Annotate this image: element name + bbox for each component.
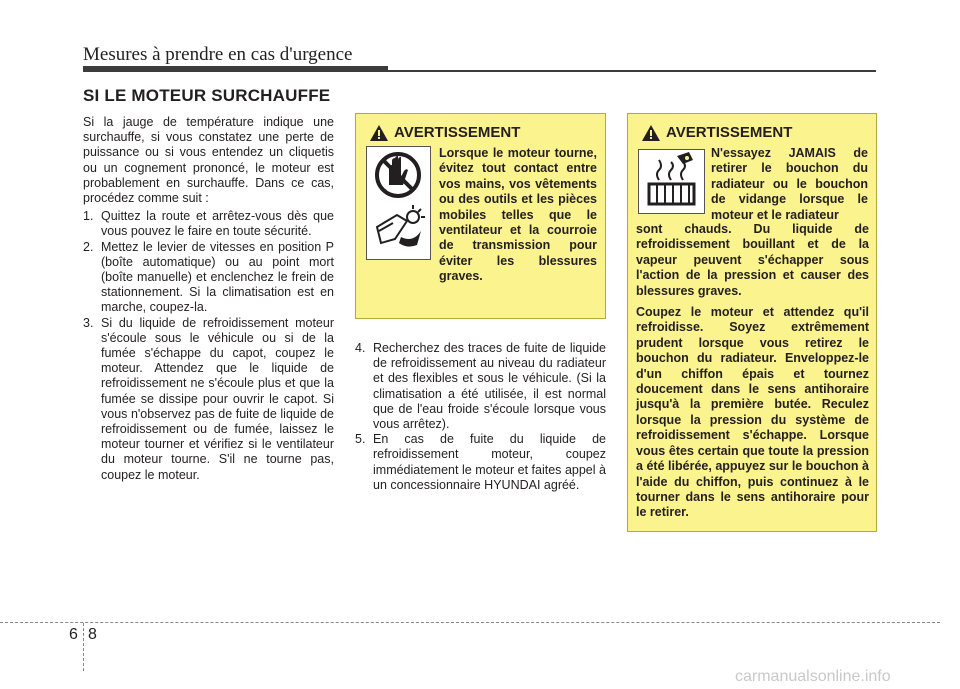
warning-title: AVERTISSEMENT [394,124,521,141]
step-number: 5. [355,432,366,447]
step-text: En cas de fuite du liquide de refroidissement moteur, coupez immédiatement le moteur et faites appel à un concessionnaire HYUNDAI agréé. [373,432,606,492]
warning-paragraph: Coupez le moteur et attendez qu'il refroidisse. Soyez extrêmement prudent lorsque vous retirez le bouchon du radiateur. Enveloppez-le d'un chiffon épais et tournez doucement dans le sens antihoraire jusqu'à la première butée. Reculez lorsque la pression du système de refroidissement s'échappe. Lorsque vous êtes certain que toute la pression a été libérée, appuyez sur le bouchon à l'aide du chiffon, puis continuez à le tourner dans le sens antihoraire pour le retirer. [636,305,869,520]
moving-parts-icon-panel [366,146,431,260]
intro-paragraph: Si la jauge de température indique une surchauffe, si vous constatez une perte de puissance ou si vous entendez un cliquetis ou un cognement prononcé, le moteur est probablement en surchauffe. Dans ce cas, procédez comme suit : [83,115,334,206]
steps-list-1 [83,209,334,483]
chapter-number: 6 [69,626,78,643]
column-middle [355,341,606,493]
step-number: 3. [83,315,94,330]
hot-radiator-icon [639,150,704,213]
header-bar [83,66,388,72]
list-item [83,240,334,316]
step-number: 2. [83,239,94,254]
fan-hand-icon [377,205,425,247]
warning-header [642,124,792,141]
page-header-title: Mesures à prendre en cas d'urgence [83,44,353,65]
list-item [355,341,606,432]
warning-text-body [636,222,869,527]
section-title: SI LE MOTEUR SURCHAUFFE [83,86,331,105]
step-text: Recherchez des traces de fuite de liquide de refroidissement au niveau du radiateur et des flexibles et sous le véhicule. (Si la climatisation a été utilisée, il est normal que de l'eau froide s'écoule lorsque vous vous arrêtez). [373,341,606,432]
steps-list-2 [355,341,606,493]
page-number: 8 [88,626,97,643]
list-item [355,432,606,493]
warning-title: AVERTISSEMENT [666,124,793,141]
warning-text-top: N'essayez JAMAIS de retirer le bouchon du radiateur ou le bouchon de vidange lorsque le moteur et le radiateur [711,146,868,222]
warning-text: Lorsque le moteur tourne, évitez tout contact entre vos mains, vos vêtements ou des outils et les pièces mobiles telles que le ventilateur et la courroie de transmission pour éviter les blessures graves. [439,146,597,284]
watermark-text: carmanualsonline.info [735,668,891,685]
warning-triangle-icon [642,125,660,141]
step-text: Si du liquide de refroidissement moteur s'écoule sous le véhicule ou si de la fumée s'échappe du capot, coupez le moteur. Attendez que le liquide de refroidissement ne s'écoule plus et que la fumée se dissipe pour ouvrir le capot. Si vous n'observez pas de fuite de liquide de refroidissement ou de fumée, laissez le moteur tourner et vérifiez si le ventilateur du moteur tourne. S'il ne tourne pas, coupez le moteur. [101,315,334,482]
list-item [83,316,334,483]
list-item [83,209,334,239]
warning-header [370,124,520,141]
warning-box-moving-parts [355,113,606,319]
warning-paragraph: sont chauds. Du liquide de refroidissement bouillant et de la vapeur peuvent s'échapper sous l'action de la pression et causer des blessures graves. [636,222,869,298]
footer-rule [0,622,940,623]
step-text: Quittez la route et arrêtez-vous dès que vous pouvez le faire en toute sécurité. [101,209,334,239]
column-left [83,115,334,483]
step-number: 1. [83,209,94,224]
footer-divider [83,623,84,671]
hot-radiator-icon-panel [638,149,705,214]
warning-triangle-icon [370,125,388,141]
step-text: Mettez le levier de vitesses en position P (boîte automatique) ou au point mort (boîte manuelle) et enclenchez le frein de stationnement. Si la climatisation est en marche, coupez-la. [101,239,334,315]
header-rule [388,70,876,72]
no-hand-icon [367,147,430,259]
warning-box-radiator-cap [627,113,877,532]
step-number: 4. [355,341,366,355]
